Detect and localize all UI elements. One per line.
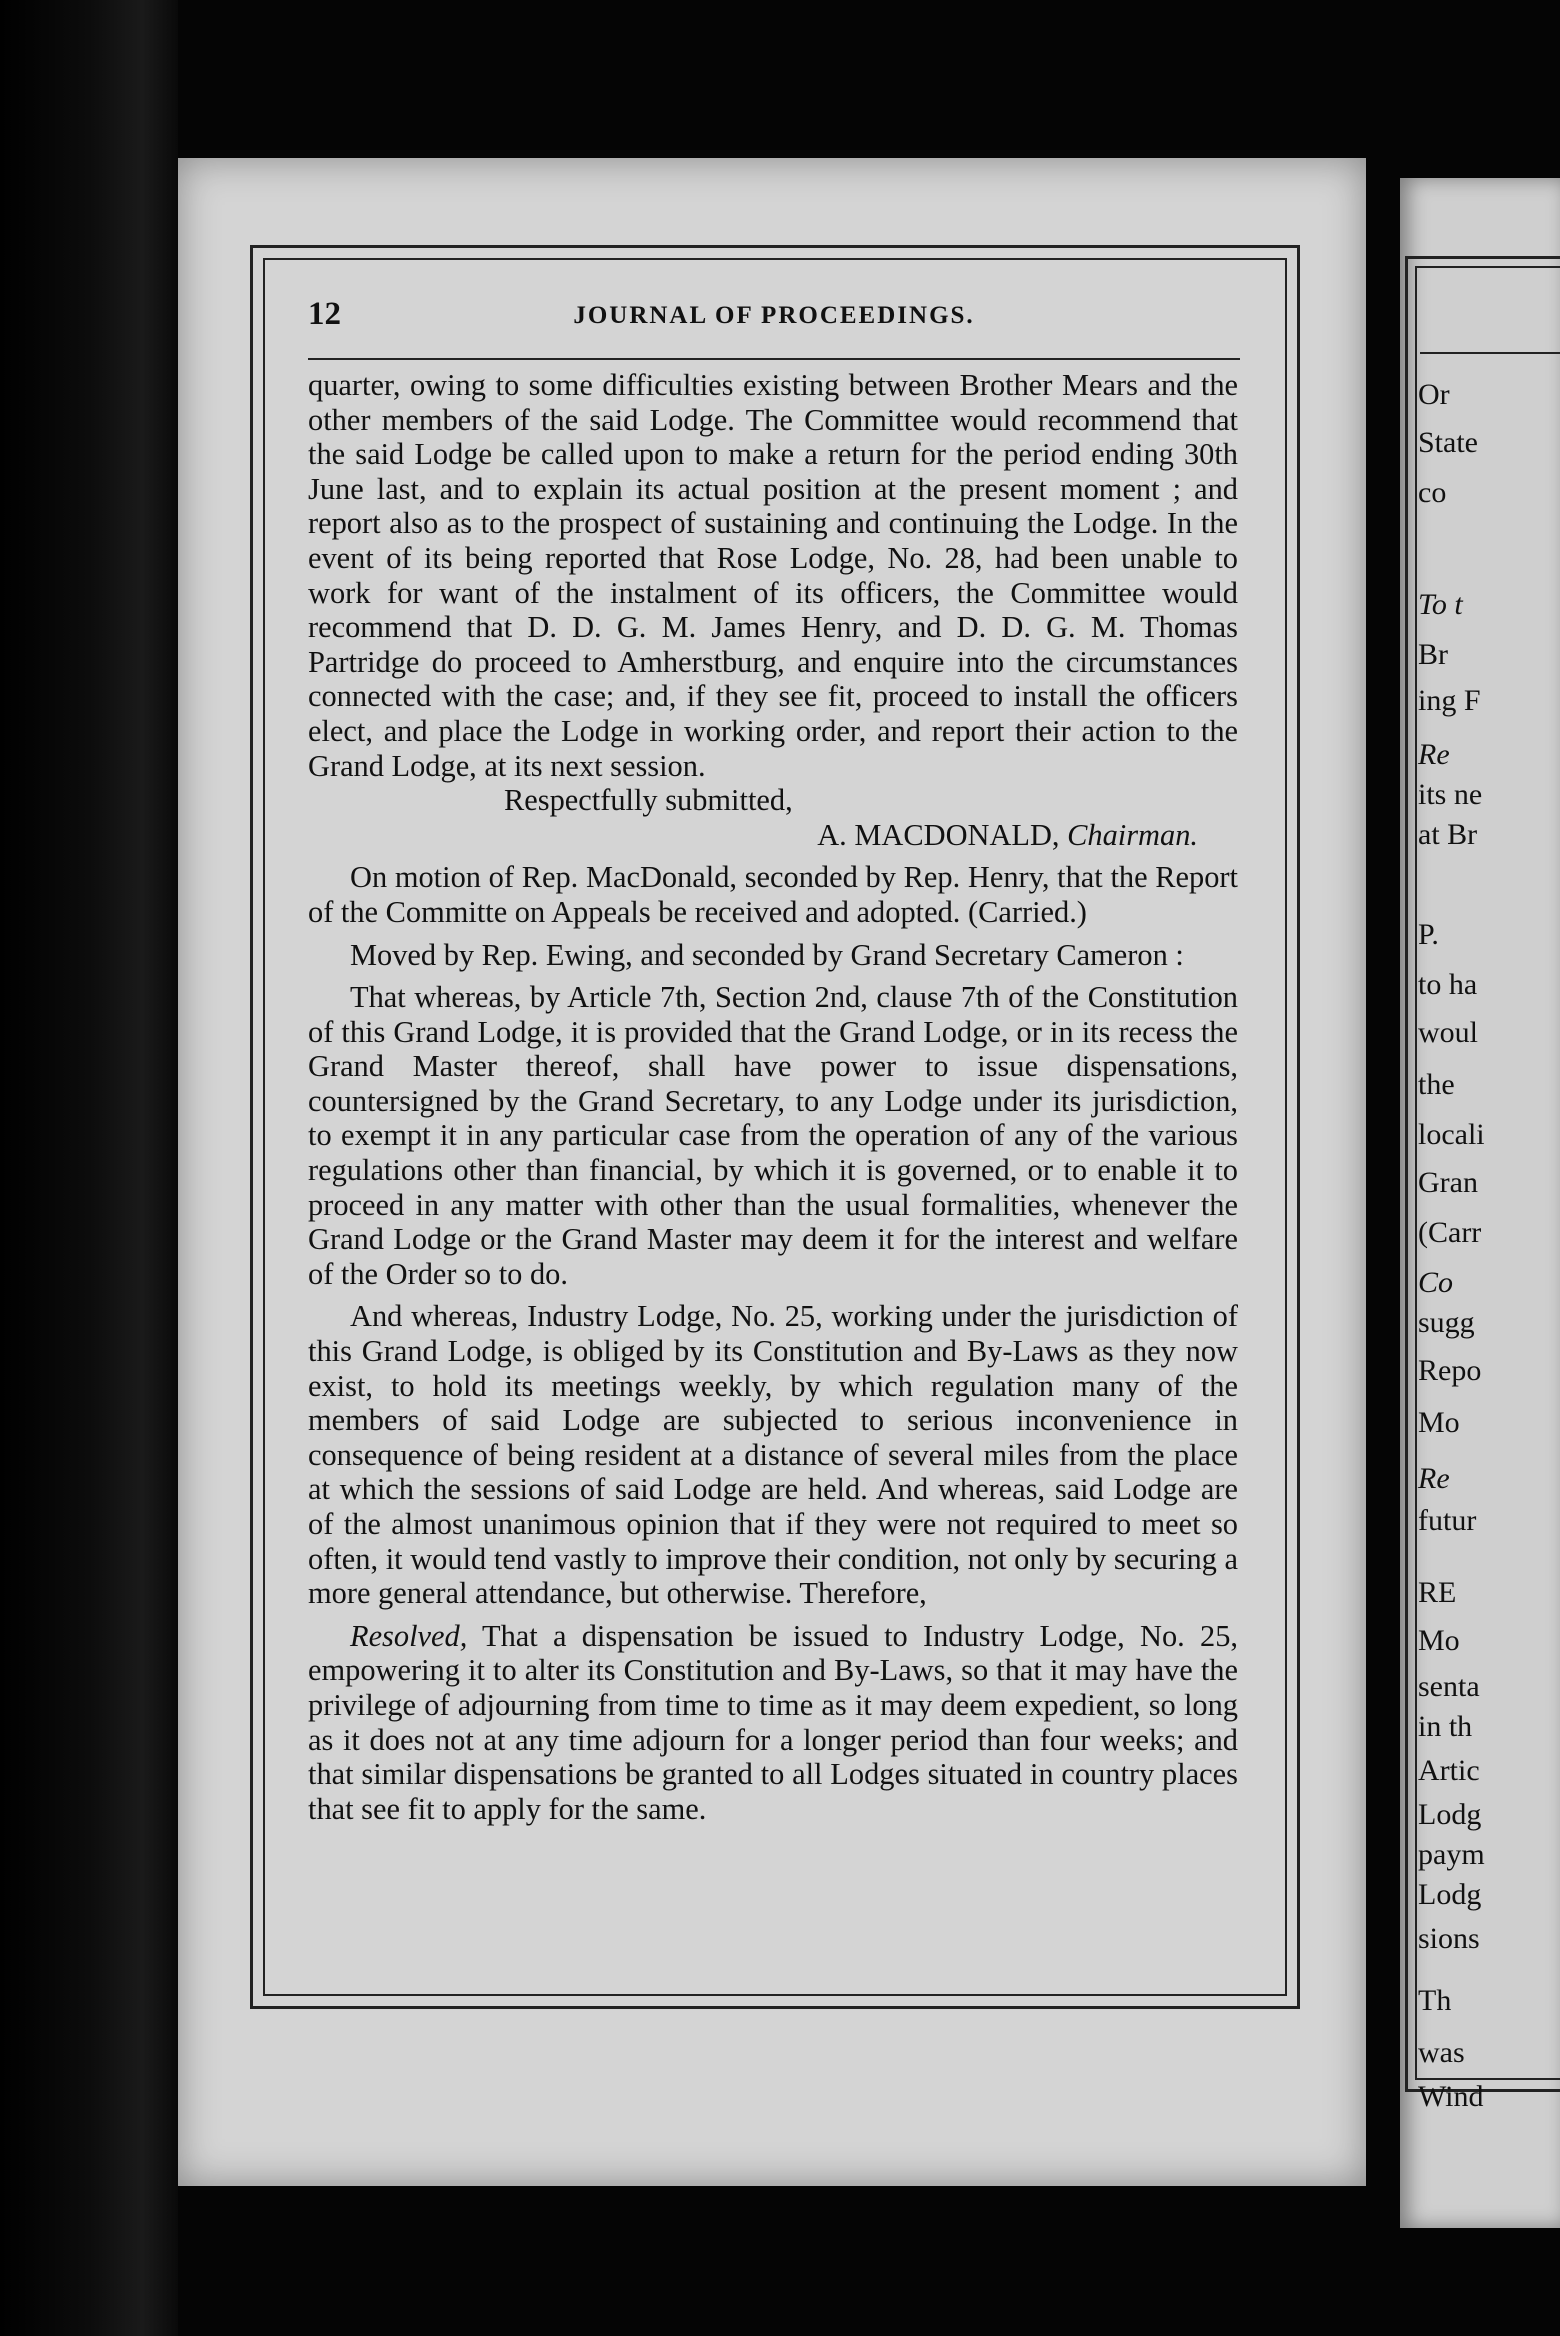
facing-page-line: Or <box>1418 378 1450 411</box>
running-head: JOURNAL OF PROCEEDINGS. <box>573 302 975 329</box>
page-header <box>308 296 1240 336</box>
facing-page-line: in th <box>1418 1710 1473 1743</box>
facing-page-line: Gran <box>1418 1166 1478 1199</box>
facing-page-line: paym <box>1418 1838 1485 1871</box>
signature <box>308 818 1238 853</box>
facing-page-line: its ne <box>1418 778 1483 811</box>
facing-page-line: sions <box>1418 1922 1480 1955</box>
facing-page-line: Artic <box>1418 1754 1480 1787</box>
page-content <box>284 268 1264 1968</box>
facing-page-line: Lodg <box>1418 1878 1482 1911</box>
facing-page-line: Wind <box>1418 2080 1484 2113</box>
facing-page-line: (Carr <box>1418 1216 1482 1249</box>
facing-page-line: Mo <box>1418 1624 1460 1657</box>
facing-page-line: co <box>1418 476 1447 509</box>
paragraph-motion: On motion of Rep. MacDonald, seconded by Rep. Henry, that the Report of the Committe on Appeals be received and adopted. (Carried.) <box>308 860 1238 929</box>
facing-page-line: RE <box>1418 1576 1457 1609</box>
resolved-lead: Resolved, <box>350 1618 468 1653</box>
facing-page-line: Lodg <box>1418 1798 1482 1831</box>
facing-page-line: ing F <box>1418 684 1481 717</box>
facing-page-line: State <box>1418 426 1478 459</box>
facing-page-line: sugg <box>1418 1306 1475 1339</box>
facing-page-line: futur <box>1418 1504 1477 1537</box>
respectfully-submitted: Respectfully submitted, <box>504 783 793 818</box>
paragraph-moved: Moved by Rep. Ewing, and seconded by Grand Secretary Cameron : <box>350 937 1184 972</box>
facing-page-line: Br <box>1418 638 1448 671</box>
page-number: 12 <box>308 296 341 332</box>
facing-page-line: P. <box>1418 918 1439 951</box>
facing-page-line: at Br <box>1418 818 1478 851</box>
facing-page-line: Re <box>1418 738 1450 771</box>
signature-title: Chairman. <box>1067 817 1198 852</box>
facing-page-line: Repo <box>1418 1354 1482 1387</box>
facing-page-line: To t <box>1418 588 1463 621</box>
facing-page-line: Co <box>1418 1266 1454 1299</box>
facing-page-line: Re <box>1418 1462 1450 1495</box>
facing-page-line: locali <box>1418 1118 1485 1151</box>
facing-page <box>1400 178 1560 2228</box>
signature-name: A. MACDONALD, <box>817 817 1060 852</box>
facing-page-line: woul <box>1418 1016 1478 1049</box>
book-binding <box>0 0 178 2336</box>
scanned-page <box>178 158 1366 2186</box>
facing-page-line: the <box>1418 1068 1455 1101</box>
facing-page-rule <box>1420 352 1560 354</box>
facing-page-line: was <box>1418 2036 1465 2069</box>
header-rule <box>308 358 1240 360</box>
paragraph-whereas: That whereas, by Article 7th, Section 2nd, clause 7th of the Constitution of this Grand Lodge, it is provided that the Grand Lodge, or in its recess the Grand Master thereof, shall have power to issue dispensations, countersigned by the Grand Secretary, to any Lodge under its jurisdiction, to exempt it in any particular case from the operation of any of the various regulations other than financial, by which it is governed, or to enable it to proceed in any matter with other than the usual formalities, whenever the Grand Lodge or the Grand Master may deem it for the interest and welfare of the Order so to do. <box>308 980 1238 1291</box>
facing-page-line: senta <box>1418 1670 1480 1703</box>
paragraph-committee-report: quarter, owing to some difficulties existing between Brother Mears and the other members of the said Lodge. The Committee would recommend that the said Lodge be called upon to make a return for the period ending 30th June last, and to explain its actual position at the present moment ; and report also as to the prospect of sustaining and continuing the Lodge. In the event of its being reported that Rose Lodge, No. 28, had been unable to work for want of the instalment of its officers, the Committee would recommend that D. D. G. M. James Henry, and D. D. G. M. Thomas Partridge do proceed to Amherstburg, and enquire into the circumstances connected with the case; and, if they see fit, proceed to install the officers elect, and place the Lodge in working order, and report their action to the Grand Lodge, at its next session. <box>308 368 1238 783</box>
body-text <box>308 368 1238 1826</box>
paragraph-resolved <box>308 1619 1238 1827</box>
resolved-text: That a dispensation be issued to Industry Lodge, No. 25, empowering it to alter its Constitution and By-Laws, so that it may have the privilege of adjourning from time to time as it may deem expedient, so long as it does not at any time adjourn for a longer period than four weeks; and that similar dispensations be granted to all Lodges situated in country places that see fit to apply for the same. <box>308 1618 1238 1826</box>
facing-page-line: to ha <box>1418 968 1478 1001</box>
facing-page-line: Mo <box>1418 1406 1460 1439</box>
facing-page-line: Th <box>1418 1984 1452 2017</box>
paragraph-industry-lodge: And whereas, Industry Lodge, No. 25, working under the jurisdiction of this Grand Lodge, is obliged by its Constitution and By-Laws as they now exist, to hold its meetings weekly, by which regulation many of the members of said Lodge are subjected to serious inconvenience in consequence of being resident at a distance of several miles from the place at which the sessions of said Lodge are held. And whereas, said Lodge are of the almost unanimous opinion that if they were not required to meet so often, it would tend vastly to improve their condition, not only by securing a more general attendance, but otherwise. Therefore, <box>308 1299 1238 1611</box>
